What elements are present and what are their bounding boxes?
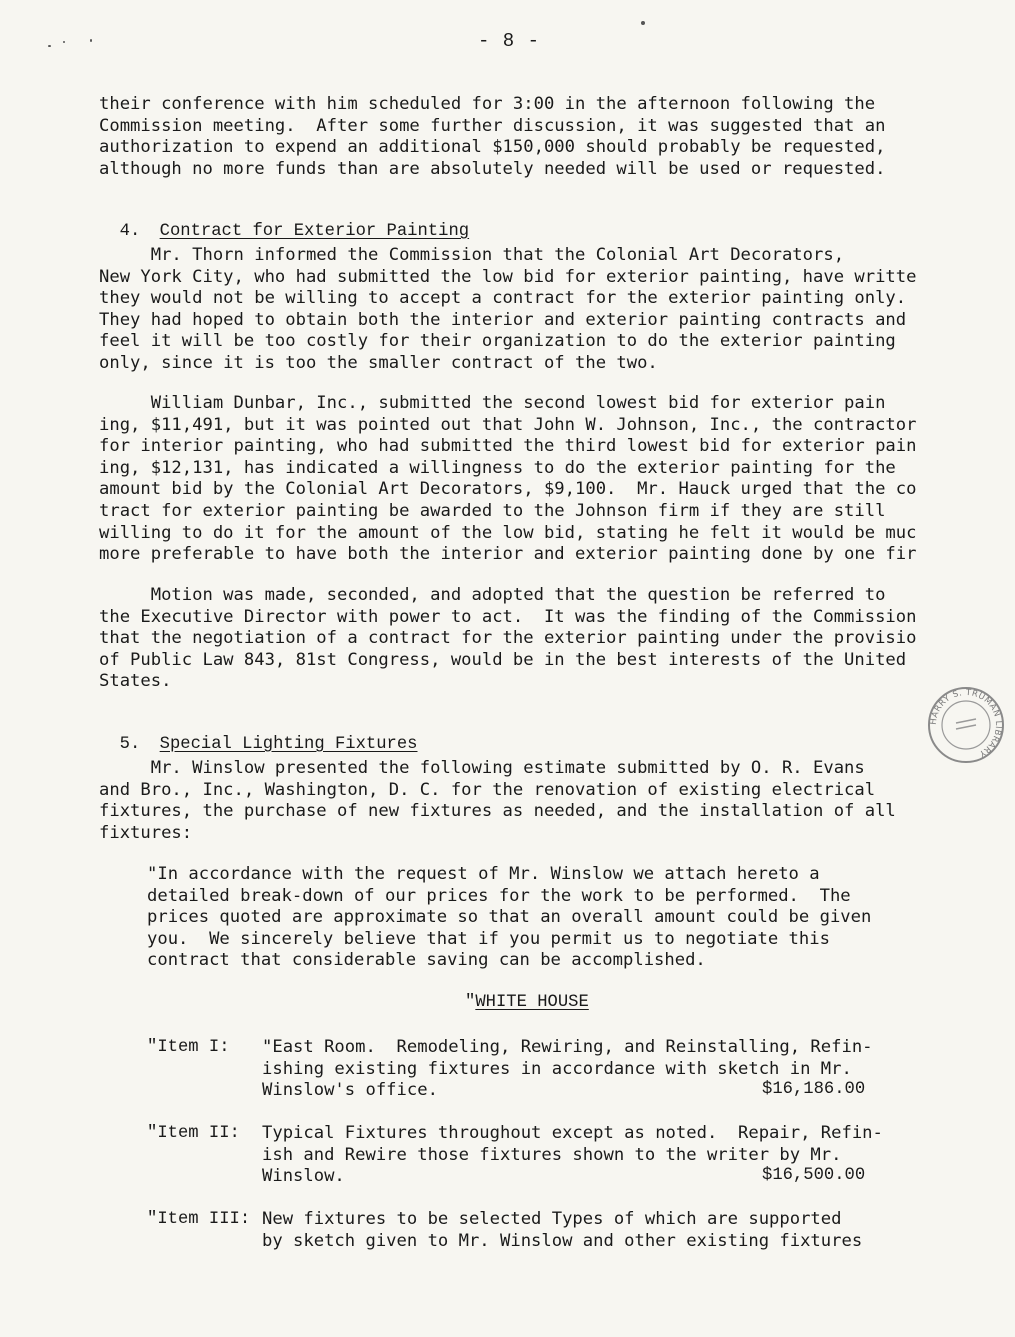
white-house-quote-mark: "	[465, 993, 476, 1012]
quoted-letter: "In accordance with the request of Mr. Winslow we attach hereto a detailed break-down of our prices for the work to be performed. The prices quoted are approximate so that an overall amount could be given you. We sincerely believe that if you permit us to negotiate this contract that considerable saving can be accomplished.	[147, 864, 872, 971]
item-label: "Item II:	[147, 1124, 240, 1143]
section-4-heading	[99, 203, 469, 241]
scan-speck	[63, 41, 65, 43]
scan-speck	[48, 45, 51, 47]
white-house-heading	[465, 993, 589, 1012]
section-4-paragraph-1: Mr. Thorn informed the Commission that the Colonial Art Decorators, New York City, who had submitted the low bid for exterior painting, have writte they would not be willing to accept a contract for the exterior painting only. They had hoped to obtain both the interior and exterior painting contracts and feel it will be too costly for their organization to do the exterior painting only, since it is too the smaller contract of the two.	[99, 245, 917, 373]
item-amount: $16,186.00	[762, 1080, 866, 1099]
item-description: New fixtures to be selected Types of which are supported by sketch given to Mr. Winslow and other existing fixtures	[262, 1209, 863, 1251]
section-5-heading	[99, 716, 418, 754]
scan-speck	[90, 39, 92, 42]
section-title: Special Lighting Fixtures	[159, 735, 418, 754]
item-description: Typical Fixtures throughout except as noted. Repair, Refin- ish and Rewire those fixtures shown to the writer by Mr. Winslow.	[262, 1123, 883, 1187]
section-4-paragraph-3: Motion was made, seconded, and adopted that the question be referred to the Executive Director with power to act. It was the finding of the Commission that the negotiation of a contract for the exterior painting under the provisio of Public Law 843, 81st Congress, would be in the best interests of the United States.	[99, 585, 917, 692]
section-4-paragraph-2: William Dunbar, Inc., submitted the second lowest bid for exterior pain ing, $11,491, but it was pointed out that John W. Johnson, Inc., the contractor for interior painting, who had submitted the third lowest bid for exterior pain ing, $12,131, has indicated a willingness to do the exterior painting for the amount bid by the Colonial Art Decorators, $9,100. Mr. Hauck urged that the co tract for exterior painting be awarded to the Johnson firm if they are still willing to do it for the amount of the low bid, stating he felt it would be muc more preferable to have both the interior and exterior painting done by one fir	[99, 393, 917, 565]
continuation-paragraph: their conference with him scheduled for 3:00 in the afternoon following the Commission meeting. After some further discussion, it was suggested that an authorization to expend an additional $150,000 should probably be requested, although no more funds than are absolutely needed will be used or requested.	[99, 94, 886, 179]
section-title: Contract for Exterior Painting	[159, 222, 470, 241]
item-description: "East Room. Remodeling, Rewiring, and Reinstalling, Refin- ishing existing fixtures in accordance with sketch in Mr. Winslow's office.	[262, 1037, 873, 1101]
section-number: 4.	[119, 222, 141, 241]
item-label: "Item I:	[147, 1038, 230, 1057]
item-amount: $16,500.00	[762, 1166, 866, 1185]
scan-speck	[641, 21, 645, 25]
library-seal-stamp	[926, 685, 1006, 765]
section-number: 5.	[119, 735, 141, 754]
section-5-paragraph-1: Mr. Winslow presented the following estimate submitted by O. R. Evans and Bro., Inc., Washington, D. C. for the renovation of existing electrical fixtures, the purchase of new fixtures as needed, and the installation of all fixtures:	[99, 758, 896, 843]
page-number: - 8 -	[478, 30, 541, 52]
white-house-title: WHITE HOUSE	[475, 993, 589, 1012]
item-label: "Item III:	[147, 1210, 251, 1229]
svg-text:HARRY S. TRUMAN LIBRARY: HARRY S. TRUMAN LIBRARY	[928, 687, 1004, 759]
